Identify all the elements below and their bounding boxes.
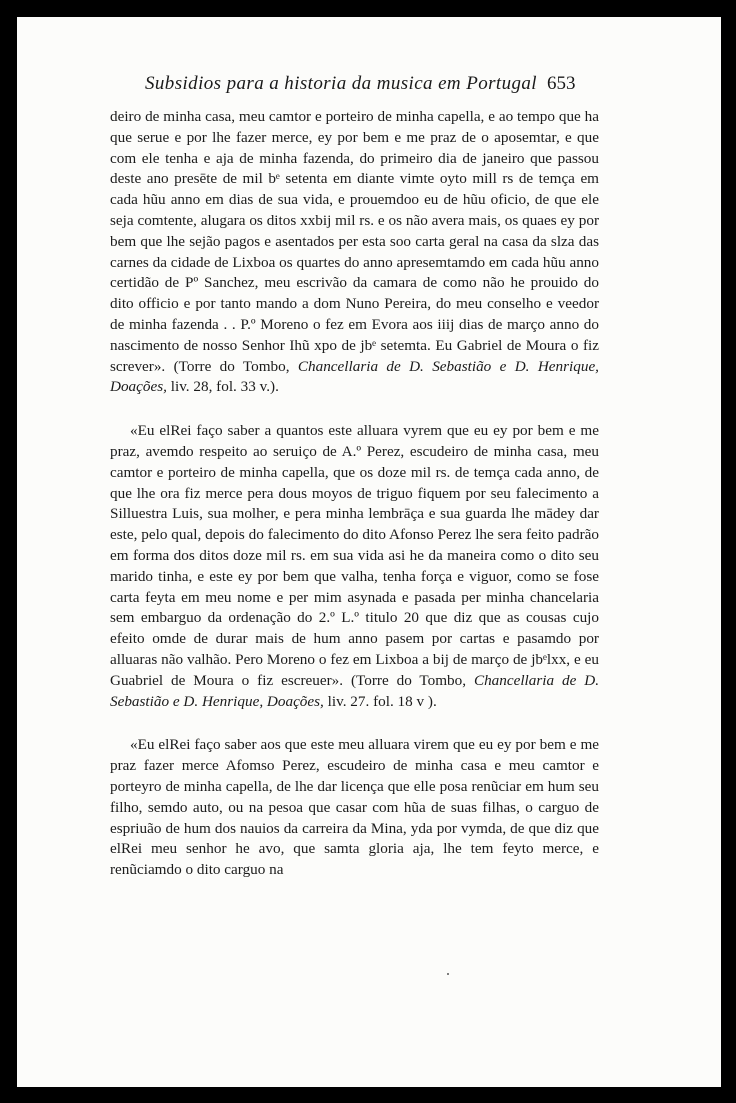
paragraph-1-text: deiro de minha casa, meu camtor e porteiro de minha capella, e ao tempo que ha que serue e por lhe fazer merce, ey por bem e me praz de o aposemtar, e que com ele tenha e aja de minha fazenda, do primeiro dia de janeiro que passou deste ano presēte de mil bᵉ setenta em diante vimte oyto mill rs de temça em cada hũu anno em dias de sua vida, e prouemdoo eu de hũu oficio, de que ele seja comtente, alugara os ditos xxbij mil rs. e os não avera mais, os quaes ey por bem que lhe sejão pagos e asentados per esta soo carta geral na casa da slza das carnes da cidade de Lixboa os quartes do anno apresemtamdo em cada hũu anno certidão de Pº Sanchez, meu escrivão da camara de como não he prouido do dito officio e por tanto mando a dom Nuno Pereira, do meu conselho e veedor de minha fazenda . . P.º Moreno o fez em Evora aos iiij dias de março anno do nascimento de nosso Senhor Ihũ xpo de jbᵉ setemta. Eu Gabriel de Moura o fiz screver». (Torre do Tombo,	[110, 108, 599, 375]
book-page	[17, 17, 721, 1087]
paragraph-3	[110, 735, 599, 881]
paper-speck	[447, 973, 449, 975]
paragraph-2-citation: Chancellaria de D. Sebastião e D. Henrique, Doações,	[110, 671, 599, 710]
paragraph-2	[110, 421, 599, 712]
paragraph-1-citation: Chancellaria de D. Sebastião e D. Henrique, Doações,	[110, 357, 599, 396]
paragraph-2-reference: liv. 27. fol. 18 v ).	[323, 692, 437, 710]
running-title: Subsidios para a historia da musica em Portugal	[145, 73, 537, 94]
body-text	[110, 107, 599, 881]
paragraph-1-reference: liv. 28, fol. 33 v.).	[166, 378, 279, 396]
paragraph-2-text: «Eu elRei faço saber a quantos este alluara vyrem que eu ey por bem e me praz, avemdo respeito ao seruiço de A.º Perez, escudeiro de minha casa, meu camtor e porteiro de minha capella, que os doze mil rs. de temça cada anno, de que lhe ora fiz merce pera dous moyos de triguo fiquem por seu falecimento a Silluestra Luis, sua molher, e pera minha lembrāça e sua guarda lhe mādey dar este, pelo qual, depois do falecimento do dito Afonso Perez lhe sera feito padrão em forma dos ditos doze mil rs. em sua vida asi he da maneira como o dito seu marido tinha, e este ey por bem que valha, tenha força e viguor, como se fose carta feyta em meu nome e per mim asynada e pasada per minha chancelaria sem embarguo da ordenação do 2.º L.º titulo 20 que diz que as cousas cujo efeito omde de durar mais de hum anno pasem por cartas e pasamdo por alluaras não valhão. Pero Moreno o fez em Lixboa a bij de março de jbᵉlxx, e eu Guabriel de Moura o fiz escreuer». (Torre do Tombo,	[110, 422, 599, 689]
paragraph-3-text: «Eu elRei faço saber aos que este meu alluara virem que eu ey por bem e me praz fazer merce Afomso Perez, escudeiro de minha casa e meu camtor e porteyro de minha capella, de lhe dar licença que elle posa renũciar em hum seu filho, semdo auto, ou na pesoa que casar com hũa de suas filhas, o carguo de espriuão de hum dos nauios da carreira da Mina, yda por vymda, de que diz que elRei meu senhor he avo, que samta gloria aja, lhe tem feyto merce, e renũciamdo o dito carguo na	[110, 736, 599, 879]
paragraph-1	[110, 107, 599, 398]
page-number: 653	[547, 73, 576, 94]
running-header	[17, 73, 721, 103]
